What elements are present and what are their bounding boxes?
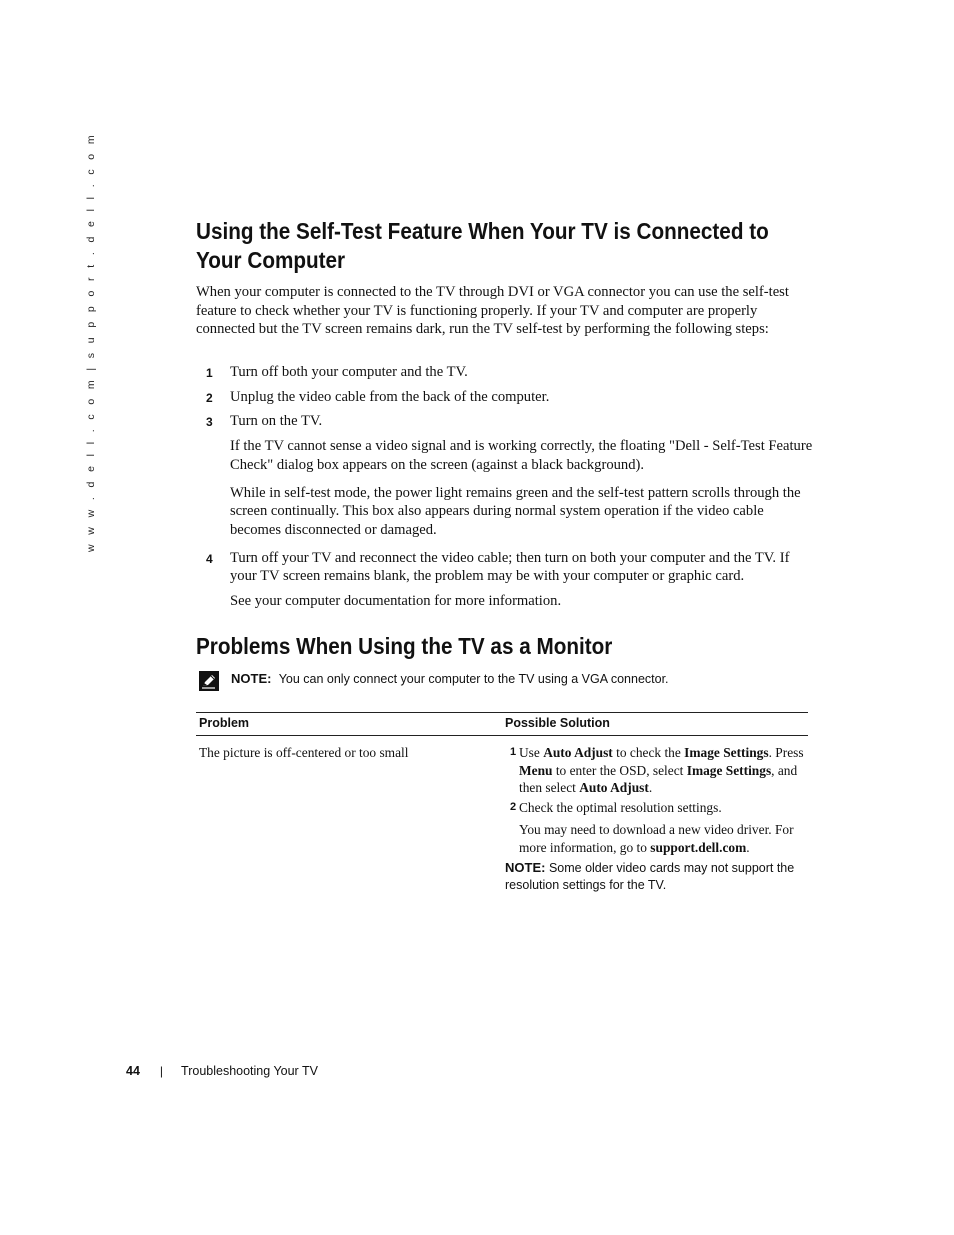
solution-note (505, 859, 805, 894)
solution-note-text: Some older video cards may not support the resolution settings for the TV. (505, 861, 795, 892)
step-text: Unplug the video cable from the back of the computer. (230, 388, 550, 405)
sol1-bold-auto-adjust: Auto Adjust (543, 745, 613, 760)
sol1-bold-image-settings-2: Image Settings (686, 762, 772, 778)
step-text: Turn off your TV and reconnect the video cable; then turn on both your computer and the TV. If your TV screen remains blank, the problem may be with your computer or graphic card. (230, 549, 790, 585)
sol1-text-3: . Press (768, 745, 804, 760)
table-row (196, 736, 808, 895)
step-1 (196, 363, 816, 382)
solution-step-2-detail (505, 821, 805, 856)
page-footer (126, 1062, 318, 1080)
solution-step-number: 2 (510, 800, 517, 813)
solution-note-label: NOTE: (505, 860, 546, 875)
note-label: NOTE: (231, 671, 272, 686)
section1-title-line1: Using the Self-Test Feature When Your TV is Connected to (196, 218, 769, 244)
sol1-text-4: to enter the OSD, select (552, 762, 687, 778)
step3-detail-2: While in self-test mode, the power light remains green and the self-test pattern scrolls through the screen continually. This box also appears during normal system operation if the video cable becomes disconnected or damaged. (230, 484, 801, 538)
header-problem: Problem (196, 713, 502, 736)
sol1-bold-image-settings: Image Settings (684, 745, 769, 760)
section1-title-line2: Your Computer (196, 247, 346, 273)
sol2-sub-text: You may need to download a new video driver. For more information, go to (519, 822, 794, 855)
step-text: Turn on the TV. (230, 413, 323, 430)
section2-title: Problems When Using the TV as a Monitor (196, 633, 613, 659)
step-number: 2 (206, 390, 213, 405)
chapter-title: Troubleshooting Your TV (181, 1064, 318, 1078)
header-solution: Possible Solution (502, 713, 808, 736)
step-number: 3 (206, 415, 213, 430)
step-3 (196, 412, 816, 431)
solution-step-2 (505, 799, 805, 817)
sol1-bold-auto-adjust-2: Auto Adjust (579, 780, 649, 795)
problems-table (196, 712, 808, 894)
note-content (231, 671, 669, 686)
sol1-bold-menu: Menu (519, 762, 553, 778)
footer-separator: | (159, 1064, 164, 1078)
step-number: 1 (206, 366, 213, 380)
step-2 (196, 388, 816, 407)
sol1-text-2: to check the (612, 745, 685, 760)
sol1-text-1: Use (519, 745, 544, 760)
step4-detail: See your computer documentation for more information. (230, 593, 562, 610)
section1-intro: When your computer is connected to the TV through DVI or VGA connector you can use the self-test feature to check whether your TV is functioning properly. If your TV and computer are properly connected but the TV screen remains dark, run the TV self-test by performing the following steps: (196, 284, 789, 338)
note-pencil-icon (198, 670, 220, 692)
sol1-text-5: , and then select (519, 762, 798, 795)
table-header-row (196, 713, 808, 736)
side-url-text: w w w . d e l l . c o m | s u p p o r t . d e l l . c o m (85, 131, 98, 553)
solution-step-1 (505, 744, 805, 797)
step-text: Turn off both your computer and the TV. (230, 364, 468, 380)
solution-step-number: 1 (510, 746, 517, 758)
section1-title (196, 217, 790, 275)
note-box (198, 670, 818, 694)
problem-cell: The picture is off-centered or too small (199, 745, 409, 760)
step-4 (196, 549, 816, 586)
steps-list (196, 363, 816, 611)
sol1-text-6: . (648, 780, 653, 795)
side-url (78, 131, 104, 553)
sol2-text: Check the optimal resolution settings. (519, 799, 722, 815)
step3-detail-1: If the TV cannot sense a video signal and is working correctly, the floating "Dell - Self-Test Feature Check" dialog box appears on the screen (against a black background). (230, 438, 813, 473)
page-number: 44 (126, 1064, 140, 1078)
note-text: You can only connect your computer to the TV using a VGA connector. (278, 672, 669, 686)
step-number: 4 (206, 551, 213, 566)
support-link-text: support.dell.com (650, 839, 747, 855)
sol2-sub-end: . (746, 839, 750, 855)
solution-cell (502, 736, 808, 895)
